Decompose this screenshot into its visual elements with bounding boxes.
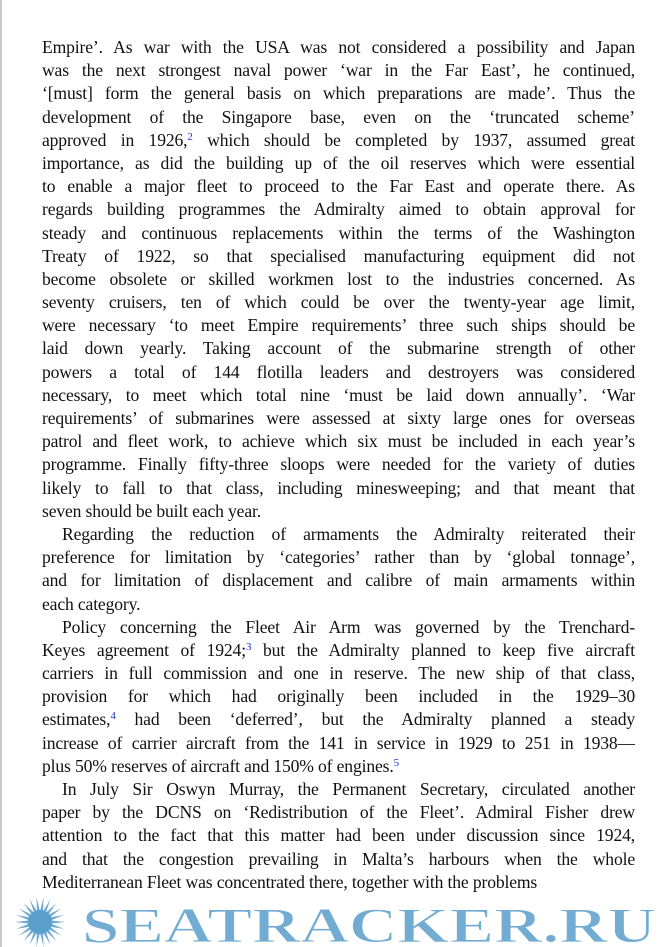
text-line (42, 59, 635, 82)
watermark-text: SEATRACKER.RU (82, 897, 656, 947)
text-line (42, 569, 635, 592)
text-span: laid down yearly. Taking account of the submarine strength of other (42, 338, 635, 359)
text-span: had been ‘deferred’, but the Admiralty planned a steady (115, 709, 635, 730)
sunburst-rays (15, 897, 65, 946)
text-span: seventy cruisers, ten of which could be over the twenty-year age limit, (42, 292, 635, 313)
text-line (42, 222, 635, 245)
text-line (42, 361, 635, 384)
text-span: necessary, to meet which total nine ‘must be laid down annually’. ‘War (42, 384, 635, 405)
text-span: carriers in full commission and one in reserve. The new ship of that class, (42, 663, 635, 684)
text-line (42, 291, 635, 314)
text-span: development of the Singapore base, even on the ‘truncated scheme’ (42, 106, 635, 127)
text-span: provision for which had originally been included in the 1929–30 (42, 686, 635, 707)
text-line (42, 82, 635, 105)
text-span: Treaty of 1922, so that specialised manufacturing equipment did not (42, 245, 635, 266)
text-line (42, 616, 635, 639)
text-line (42, 152, 635, 175)
paragraph (42, 778, 635, 894)
text-line (42, 732, 635, 755)
paragraph (42, 616, 635, 778)
sunburst-core (28, 910, 52, 934)
text-line (42, 593, 635, 616)
text-line (42, 407, 635, 430)
text-span: programme. Finally fifty-three sloops were needed for the variety of duties (42, 454, 635, 475)
text-span: seven should be built each year. (42, 500, 261, 521)
text-line (42, 523, 635, 546)
text-line (42, 384, 635, 407)
text-span: each category. (42, 593, 141, 614)
text-line (42, 685, 635, 708)
text-line (42, 129, 635, 152)
text-span: which should be completed by 1937, assumed great (192, 129, 635, 150)
text-span: Regarding the reduction of armaments the Admiralty reiterated their (62, 523, 635, 544)
text-span: preference for limitation by ‘categories’ rather than by ‘global tonnage’, (42, 547, 635, 568)
text-span: powers a total of 144 flotilla leaders and destroyers was considered (42, 361, 635, 382)
text-line (42, 824, 635, 847)
text-span: Keyes agreement of 1924; (42, 639, 246, 660)
text-span: In July Sir Oswyn Murray, the Permanent Secretary, circulated another (62, 779, 635, 799)
text-line (42, 500, 635, 523)
text-line (42, 430, 635, 453)
text-line (42, 314, 635, 337)
text-span: Mediterranean Fleet was concentrated there, together with the problems (42, 871, 538, 892)
footnote-ref[interactable]: 5 (393, 756, 399, 769)
footnote-ref[interactable]: 3 (245, 640, 252, 653)
paragraph (42, 36, 635, 523)
text-line (42, 268, 635, 291)
text-span: and for limitation of displacement and calibre of main armaments within (42, 570, 635, 591)
text-line (42, 36, 635, 59)
text-span: steady and continuous replacements within the terms of the Washington (42, 222, 635, 243)
text-line (42, 337, 635, 360)
text-line (42, 106, 635, 129)
text-line (42, 198, 635, 221)
text-span: requirements’ of submarines were assessed at sixty large ones for overseas (42, 408, 635, 428)
text-span: regards building programmes the Admiralty aimed to obtain approval for (42, 199, 635, 220)
footnote-ref[interactable]: 2 (187, 130, 193, 143)
text-line (42, 245, 635, 268)
text-line (42, 778, 635, 801)
text-span: likely to fall to that class, including minesweeping; and that meant that (42, 477, 635, 498)
text-line (42, 755, 635, 778)
text-line (42, 639, 635, 662)
text-line (42, 801, 635, 824)
text-span: paper by the DCNS on ‘Redistribution of the Fleet’. Admiral Fisher drew (42, 802, 635, 823)
text-span: increase of carrier aircraft from the 141 in service in 1929 to 251 in 1938— (42, 732, 635, 753)
text-line (42, 662, 635, 685)
text-span: become obsolete or skilled workmen lost to the industries concerned. As (42, 268, 635, 289)
text-span: approved in 1926, (42, 129, 188, 150)
text-line (42, 546, 635, 569)
text-line (42, 871, 635, 894)
text-span: patrol and fleet work, to achieve which six must be included in each year’s (42, 431, 635, 452)
text-span: and that the congestion prevailing in Malta’s harbours when the whole (42, 848, 635, 869)
text-span: ‘[must] form the general basis on which preparations are made’. Thus the (42, 83, 635, 104)
text-line (42, 453, 635, 476)
text-line (42, 477, 635, 500)
text-span: to enable a major fleet to proceed to the Far East and operate there. As (42, 176, 635, 197)
text-line (42, 708, 635, 731)
text-span: estimates, (42, 709, 111, 730)
text-span: plus 50% reserves of aircraft and 150% of engines. (42, 755, 394, 776)
text-span: was the next strongest naval power ‘war in the Far East’, he continued, (42, 60, 635, 81)
text-span: importance, as did the building up of the oil reserves which were essential (42, 152, 635, 173)
text-span: Policy concerning the Fleet Air Arm was governed by the Trenchard- (62, 616, 635, 637)
document-body (42, 36, 635, 894)
text-line (42, 175, 635, 198)
paragraph (42, 523, 635, 616)
text-span: Empire’. As war with the USA was not considered a possibility and Japan (42, 37, 635, 57)
watermark (0, 896, 670, 947)
text-span: but the Admiralty planned to keep five aircraft (251, 639, 635, 660)
footnote-ref[interactable]: 4 (110, 710, 116, 723)
text-span: attention to the fact that this matter had been under discussion since 1924, (42, 825, 635, 846)
text-span: were necessary ‘to meet Empire requirements’ three such ships should be (42, 315, 635, 336)
text-line (42, 848, 635, 871)
sunburst-icon (15, 897, 65, 946)
page-edge (0, 0, 2, 947)
